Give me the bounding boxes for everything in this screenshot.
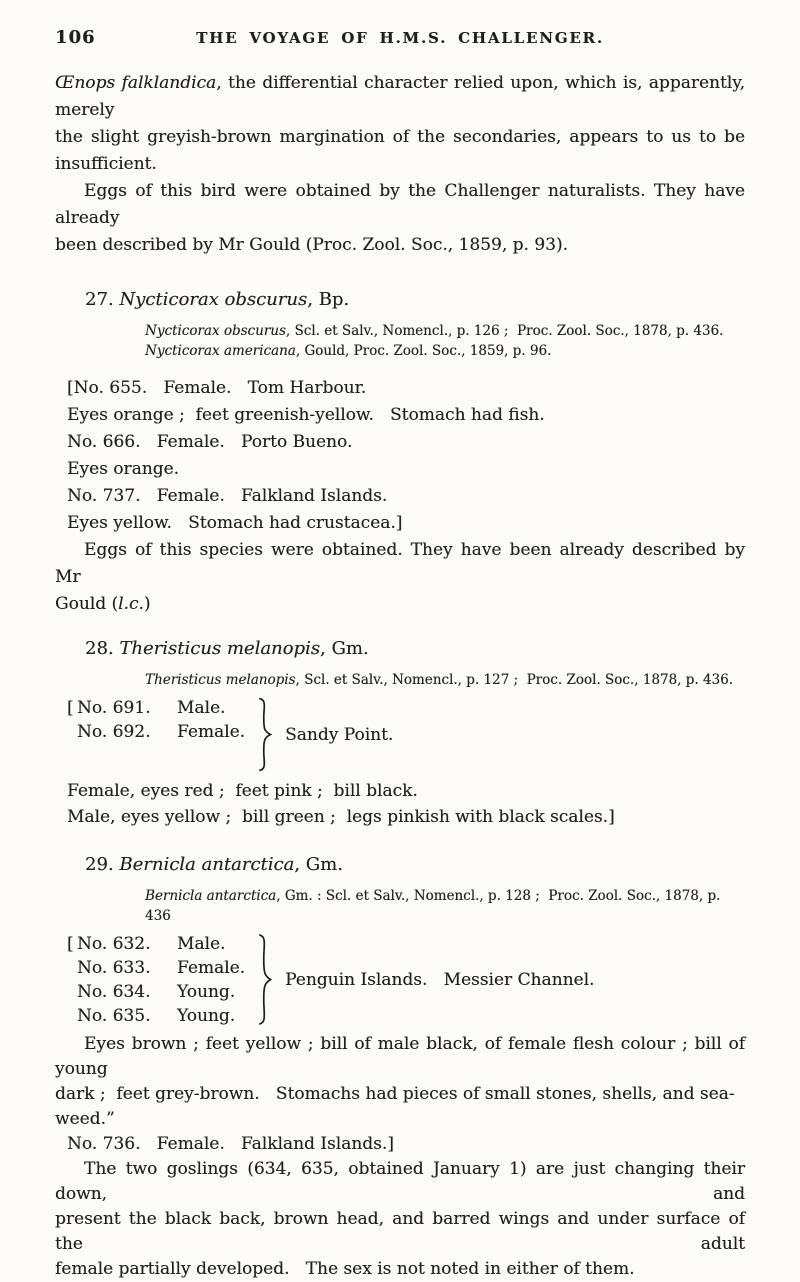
- specimen-row: [77, 720, 245, 744]
- section-number: 29.: [85, 854, 114, 875]
- note-line: Male, eyes yellow ; bill green ; legs pinkish with black scales.]: [67, 807, 615, 827]
- section-28-heading: [85, 636, 745, 662]
- section-29-description: [55, 1032, 745, 1157]
- specimen-number: No. 635.: [77, 1006, 151, 1026]
- citation: [145, 341, 745, 361]
- citation: [145, 321, 745, 341]
- locality-label: Sandy Point.: [285, 725, 394, 745]
- section-29-specimen-group: [67, 932, 745, 1028]
- specimen-sex: Female.: [177, 958, 246, 978]
- curly-brace-icon: [257, 932, 272, 1028]
- specimen-sex: Young.: [177, 982, 236, 1002]
- specimen-number: No. 633.: [77, 958, 151, 978]
- intro-line-4: been described by Mr Gould (Proc. Zool. Soc., 1859, p. 93).: [55, 235, 568, 255]
- specimen-line: [No. 655. Female. Tom Harbour.: [67, 378, 367, 398]
- specimen-row: [77, 1004, 245, 1028]
- species-name: Theristicus melanopis: [119, 638, 321, 659]
- citation: [145, 886, 745, 926]
- specimen-rows: [67, 696, 246, 774]
- intro-line-1-text: , the differential character relied upon, which is, apparently, merely: [55, 73, 745, 120]
- section-number: 27.: [85, 289, 114, 310]
- curly-brace-icon: [257, 696, 272, 774]
- specimen-sex: Male.: [177, 934, 226, 954]
- specimen-line: Eyes orange.: [67, 459, 179, 479]
- species-authority: , Gm.: [294, 854, 343, 875]
- citation-reference: , Gm. : Scl. et Salv., Nomencl., p. 128 ; Proc. Zool. Soc., 1878, p. 436: [145, 888, 725, 924]
- specimen-line: No. 737. Female. Falkland Islands.: [67, 486, 388, 506]
- final-line-1: The two goslings (634, 635, obtained January 1) are just changing their down, and: [55, 1159, 745, 1204]
- citation-species: Bernicla antarctica: [145, 888, 277, 904]
- intro-line-2: the slight greyish-brown margination of the secondaries, appears to us to be insufficient.: [55, 127, 745, 174]
- section-number: 28.: [85, 638, 114, 659]
- open-bracket: [: [67, 698, 74, 718]
- species-name-inline: Œnops falklandica: [55, 73, 217, 93]
- specimen-sex: Male.: [177, 698, 226, 718]
- citation-reference: , Gould, Proc. Zool. Soc., 1859, p. 96.: [295, 343, 552, 359]
- text: ): [143, 594, 151, 614]
- page-number: 106: [55, 27, 96, 48]
- section-27-specimens: [67, 375, 745, 537]
- open-bracket: [: [67, 934, 74, 954]
- section-27-eggs-paragraph: [55, 537, 745, 618]
- specimen-line: Eyes orange ; feet greenish-yellow. Stomach had fish.: [67, 405, 545, 425]
- text: Gould (: [55, 594, 119, 614]
- description-line-2: dark ; feet grey-brown. Stomachs had pieces of small stones, shells, and sea-weed.”: [55, 1084, 735, 1129]
- species-authority: , Bp.: [307, 289, 350, 310]
- description-line-3: No. 736. Female. Falkland Islands.]: [67, 1134, 394, 1154]
- species-name: Nycticorax obscurus: [119, 289, 308, 310]
- species-name: Bernicla antarctica: [119, 854, 295, 875]
- section-29-heading: [85, 852, 745, 878]
- specimen-line: No. 666. Female. Porto Bueno.: [67, 432, 353, 452]
- page-header: [55, 26, 745, 50]
- final-line-2: present the black back, brown head, and barred wings and under surface of the adult: [55, 1209, 745, 1254]
- section-28-specimen-group: [67, 696, 745, 774]
- section-27: [55, 287, 745, 618]
- specimen-number: No. 692.: [77, 722, 151, 742]
- specimen-row: [67, 696, 245, 720]
- running-title: THE VOYAGE OF H.M.S. CHALLENGER.: [196, 29, 604, 47]
- section-29-citations: [145, 886, 745, 926]
- eggs-paragraph-line-1: Eggs of this species were obtained. They have been already described by Mr: [55, 540, 745, 587]
- description-line-1: Eyes brown ; feet yellow ; bill of male black, of female flesh colour ; bill of young: [55, 1034, 745, 1079]
- specimen-sex: Female.: [177, 722, 246, 742]
- specimen-number: No. 632.: [77, 934, 151, 954]
- specimen-rows: [67, 932, 246, 1028]
- section-27-heading: [85, 287, 745, 313]
- section-29: [55, 852, 745, 1282]
- section-28-citations: [145, 670, 745, 690]
- specimen-line: Eyes yellow. Stomach had crustacea.]: [67, 513, 403, 533]
- loc-cit-abbrev: l.c.: [118, 594, 144, 614]
- specimen-sex: Young.: [177, 1006, 236, 1026]
- citation-species: Theristicus melanopis: [145, 672, 296, 688]
- specimen-row: [77, 956, 245, 980]
- eggs-paragraph-line-2: [55, 591, 745, 618]
- note-line: Female, eyes red ; feet pink ; bill black.: [67, 781, 418, 801]
- section-28-notes: [67, 778, 745, 830]
- specimen-number: No. 634.: [77, 982, 151, 1002]
- citation-reference: , Scl. et Salv., Nomencl., p. 127 ; Proc. Zool. Soc., 1878, p. 436.: [295, 672, 733, 688]
- citation-species: Nycticorax obscurus: [145, 323, 286, 339]
- citation-species: Nycticorax americana: [145, 343, 296, 359]
- intro-line-3: Eggs of this bird were obtained by the Challenger naturalists. They have already: [55, 181, 745, 228]
- final-line-3: female partially developed. The sex is not noted in either of them.: [55, 1259, 635, 1279]
- specimen-number: No. 691.: [77, 698, 151, 718]
- specimen-row: [67, 932, 245, 956]
- locality-label: Penguin Islands. Messier Channel.: [285, 970, 595, 990]
- citation-reference: , Scl. et Salv., Nomencl., p. 126 ; Proc. Zool. Soc., 1878, p. 436.: [285, 323, 724, 339]
- intro-paragraphs: [55, 70, 745, 259]
- species-authority: , Gm.: [320, 638, 369, 659]
- section-28: [55, 636, 745, 830]
- citation: [145, 670, 745, 690]
- intro-line-1: [55, 70, 745, 124]
- specimen-row: [77, 980, 245, 1004]
- section-27-citations: [145, 321, 745, 361]
- section-29-final-paragraph: [55, 1157, 745, 1282]
